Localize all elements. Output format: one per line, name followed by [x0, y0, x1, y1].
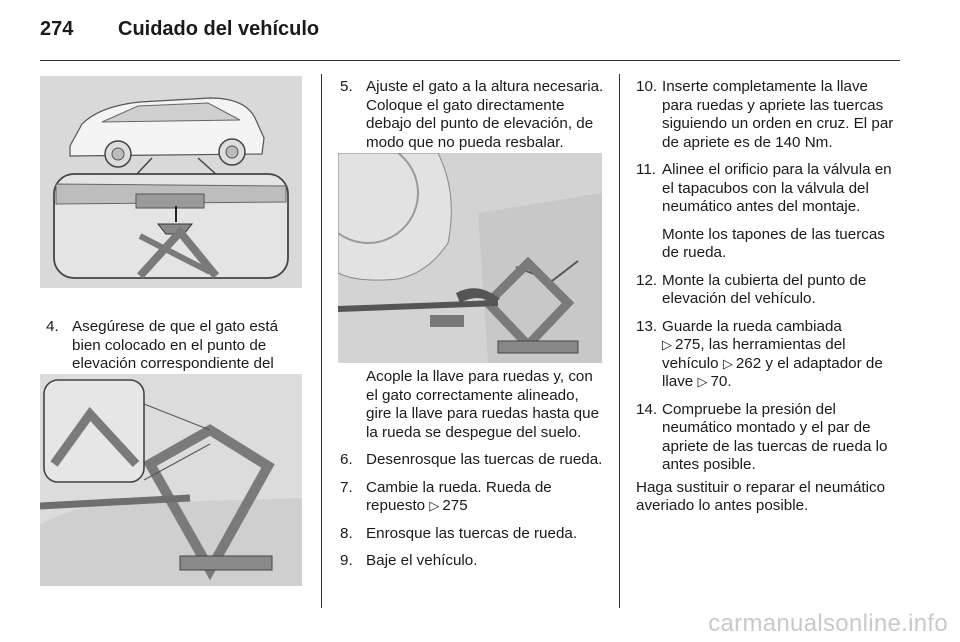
page-reference-icon: ▷	[722, 355, 733, 371]
step-text: Baje el vehículo.	[366, 552, 478, 569]
step-6	[340, 451, 604, 470]
page-reference-icon: ▷	[662, 337, 672, 352]
step-number: 7.	[340, 478, 353, 496]
step-number: 6.	[340, 451, 353, 468]
step-11-continuation: Monte los tapones de las tuercas de rueda.	[662, 225, 885, 261]
step-text: Alinee el orificio para la válvula en el tapacubos con la válvula del neumático antes del montaje.	[662, 161, 892, 215]
step-10	[636, 78, 900, 152]
step-7	[340, 479, 604, 516]
right-column-text	[636, 78, 900, 516]
step-14	[636, 401, 900, 475]
step-text: Ajuste el gato a la altura necesaria. Coloque el gato directamente debajo del punto de elevación, de modo que no pueda resbalar.	[366, 78, 604, 151]
step-9	[340, 552, 604, 571]
column-divider-right	[619, 74, 620, 608]
step-number: 4.	[46, 318, 59, 335]
step-number: 13.	[636, 317, 658, 335]
step-text: Cambie la rueda. Rueda de repuesto	[366, 478, 552, 514]
step-8	[340, 525, 604, 544]
step-text: Desenrosque las tuercas de rueda.	[366, 451, 603, 468]
step-text-c: y el adaptador de llave	[662, 354, 883, 390]
step-11	[636, 161, 900, 217]
page-reference-link[interactable]: 275	[442, 497, 468, 514]
step-12	[636, 272, 900, 309]
watermark: carmanualsonline.info	[708, 610, 948, 637]
step-text: Compruebe la presión del neumático montado y el par de apriete de las tuercas de rueda lo antes posible.	[662, 400, 888, 473]
page-reference-link[interactable]: 70	[710, 373, 728, 390]
step-number: 9.	[340, 552, 353, 569]
step-text: Inserte completamente la llave para ruedas y apriete las tuercas siguiendo un orden en cruz. El par de apriete es de 140 Nm.	[662, 78, 894, 151]
page-number: 274	[40, 18, 74, 40]
header-rule	[40, 60, 900, 61]
step-text: Asegúrese de que el gato está bien colocado en el punto de elevación correspondiente del	[72, 318, 279, 372]
step-text: Monte la cubierta del punto de elevación del vehículo.	[662, 271, 867, 307]
column-divider-left	[321, 74, 322, 608]
page-title: Cuidado del vehículo	[118, 18, 320, 40]
step-number: 5.	[340, 78, 353, 95]
middle-column-text-top	[340, 78, 604, 152]
step-5	[340, 78, 604, 152]
jack-closeup-illustration	[40, 374, 302, 586]
figure-car-jack-point	[40, 76, 302, 288]
jack-wrench-illustration	[338, 153, 602, 363]
page-reference-link[interactable]: 262	[735, 354, 762, 372]
step-text-end: .	[727, 373, 732, 390]
step-text: Enrosque las tuercas de rueda.	[366, 524, 578, 542]
car-jack-illustration	[40, 76, 302, 288]
step-text-b: , las herramientas del vehículo	[662, 336, 846, 372]
step-number: 12.	[636, 271, 658, 289]
step-number: 10.	[636, 78, 658, 95]
step-number: 11.	[636, 161, 656, 178]
step-number: 8.	[340, 524, 353, 542]
step-number: 14.	[636, 400, 658, 418]
step-text-a: Guarde la rueda cambiada	[662, 317, 842, 335]
page-reference-icon: ▷	[429, 498, 440, 513]
step-5-continuation: Acople la llave para ruedas y, con el gato correctamente alineado, gire la llave para ruedas hasta que la rueda se despegue del suelo.	[366, 368, 600, 441]
middle-column-text-bottom	[340, 368, 604, 571]
figure-jack-with-wrench	[338, 153, 602, 363]
page-reference-link[interactable]: 275	[675, 336, 701, 353]
page-reference-icon: ▷	[697, 374, 708, 389]
figure-jack-closeup	[40, 374, 302, 586]
closing-paragraph: Haga sustituir o reparar el neumático averiado lo antes posible.	[636, 478, 886, 514]
step-13	[636, 318, 900, 392]
